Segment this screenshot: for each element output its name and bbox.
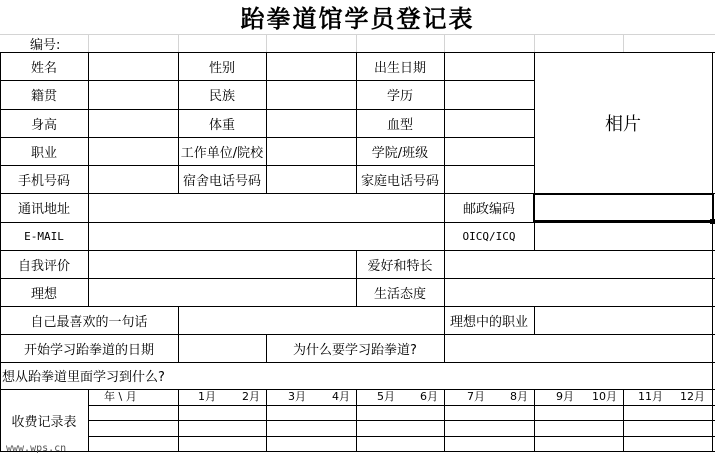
dorm-phone-label: 宿舍电话号码 xyxy=(182,173,261,189)
what-learn-label: 想从跆拳道里面学习到什么? xyxy=(2,370,165,385)
table-border xyxy=(266,52,267,193)
education-label: 学历 xyxy=(386,89,413,104)
postcode-label: 邮政编码 xyxy=(462,202,515,217)
table-border xyxy=(0,451,715,452)
month-header: 1月 xyxy=(198,390,216,403)
table-border xyxy=(88,405,715,406)
start-date-label: 开始学习跆拳道的日期 xyxy=(23,342,154,358)
gridline xyxy=(266,34,267,52)
table-border xyxy=(88,389,89,452)
month-header: 5月 xyxy=(377,390,395,403)
life-attitude-label: 生活态度 xyxy=(373,286,426,302)
college-class-label: 学院/班级 xyxy=(371,145,429,161)
blood-type-label: 血型 xyxy=(386,117,413,133)
watermark: www.wps.cn xyxy=(6,443,67,454)
photo-placeholder: 相片 xyxy=(605,113,641,135)
name-label: 姓名 xyxy=(30,60,57,76)
hobbies-label: 爱好和特长 xyxy=(367,258,433,274)
oicq-label: OICQ/ICQ xyxy=(462,229,516,243)
weight-label: 体重 xyxy=(208,117,235,133)
fee-record-label: 收费记录表 xyxy=(11,414,77,430)
table-border xyxy=(0,222,715,223)
month-header: 7月 xyxy=(467,390,485,403)
ideal-job-label: 理想中的职业 xyxy=(449,314,528,330)
table-border xyxy=(534,306,535,334)
address-label: 通讯地址 xyxy=(17,202,70,217)
gender-label: 性别 xyxy=(208,60,235,76)
table-border xyxy=(623,389,624,452)
gridline xyxy=(356,34,357,52)
selected-cell[interactable] xyxy=(533,193,714,222)
mobile-label: 手机号码 xyxy=(17,173,70,189)
month-header: 11月 xyxy=(638,390,663,403)
ideal-label: 理想 xyxy=(30,286,57,302)
table-border xyxy=(88,420,715,421)
month-header: 12月 xyxy=(680,390,705,403)
month-header: 10月 xyxy=(592,390,617,403)
table-border xyxy=(356,389,357,452)
fill-handle[interactable] xyxy=(710,219,715,224)
table-border xyxy=(712,52,713,452)
gridline xyxy=(0,34,715,35)
birth-date-label: 出生日期 xyxy=(373,60,426,76)
native-place-label: 籍贯 xyxy=(30,89,57,104)
ethnicity-label: 民族 xyxy=(208,89,235,104)
why-learn-label: 为什么要学习跆拳道? xyxy=(293,342,417,358)
table-border xyxy=(444,389,445,452)
gridline xyxy=(444,34,445,52)
table-border xyxy=(178,306,179,362)
month-header: 4月 xyxy=(332,390,350,403)
year-month-header: 年 \ 月 xyxy=(104,390,137,403)
table-border xyxy=(534,389,535,452)
table-border xyxy=(266,389,267,452)
serial-number-label: 编号: xyxy=(30,38,61,52)
self-evaluation-label: 自我评价 xyxy=(17,258,70,274)
gridline xyxy=(178,34,179,52)
month-header: 8月 xyxy=(510,390,528,403)
table-border xyxy=(88,52,89,306)
month-header: 9月 xyxy=(556,390,574,403)
height-label: 身高 xyxy=(30,117,57,133)
table-border xyxy=(178,389,179,452)
favorite-quote-label: 自己最喜欢的一句话 xyxy=(30,314,148,330)
gridline xyxy=(623,34,624,52)
month-header: 2月 xyxy=(242,390,260,403)
table-border xyxy=(88,436,715,437)
email-label: E-MAIL xyxy=(24,229,64,243)
form-title: 跆拳道馆学员登记表 xyxy=(240,4,475,33)
month-header: 6月 xyxy=(420,390,438,403)
workplace-label: 工作单位/院校 xyxy=(180,145,264,161)
occupation-label: 职业 xyxy=(30,145,57,161)
home-phone-label: 家庭电话号码 xyxy=(360,173,439,189)
gridline xyxy=(534,34,535,52)
month-header: 3月 xyxy=(288,390,306,403)
